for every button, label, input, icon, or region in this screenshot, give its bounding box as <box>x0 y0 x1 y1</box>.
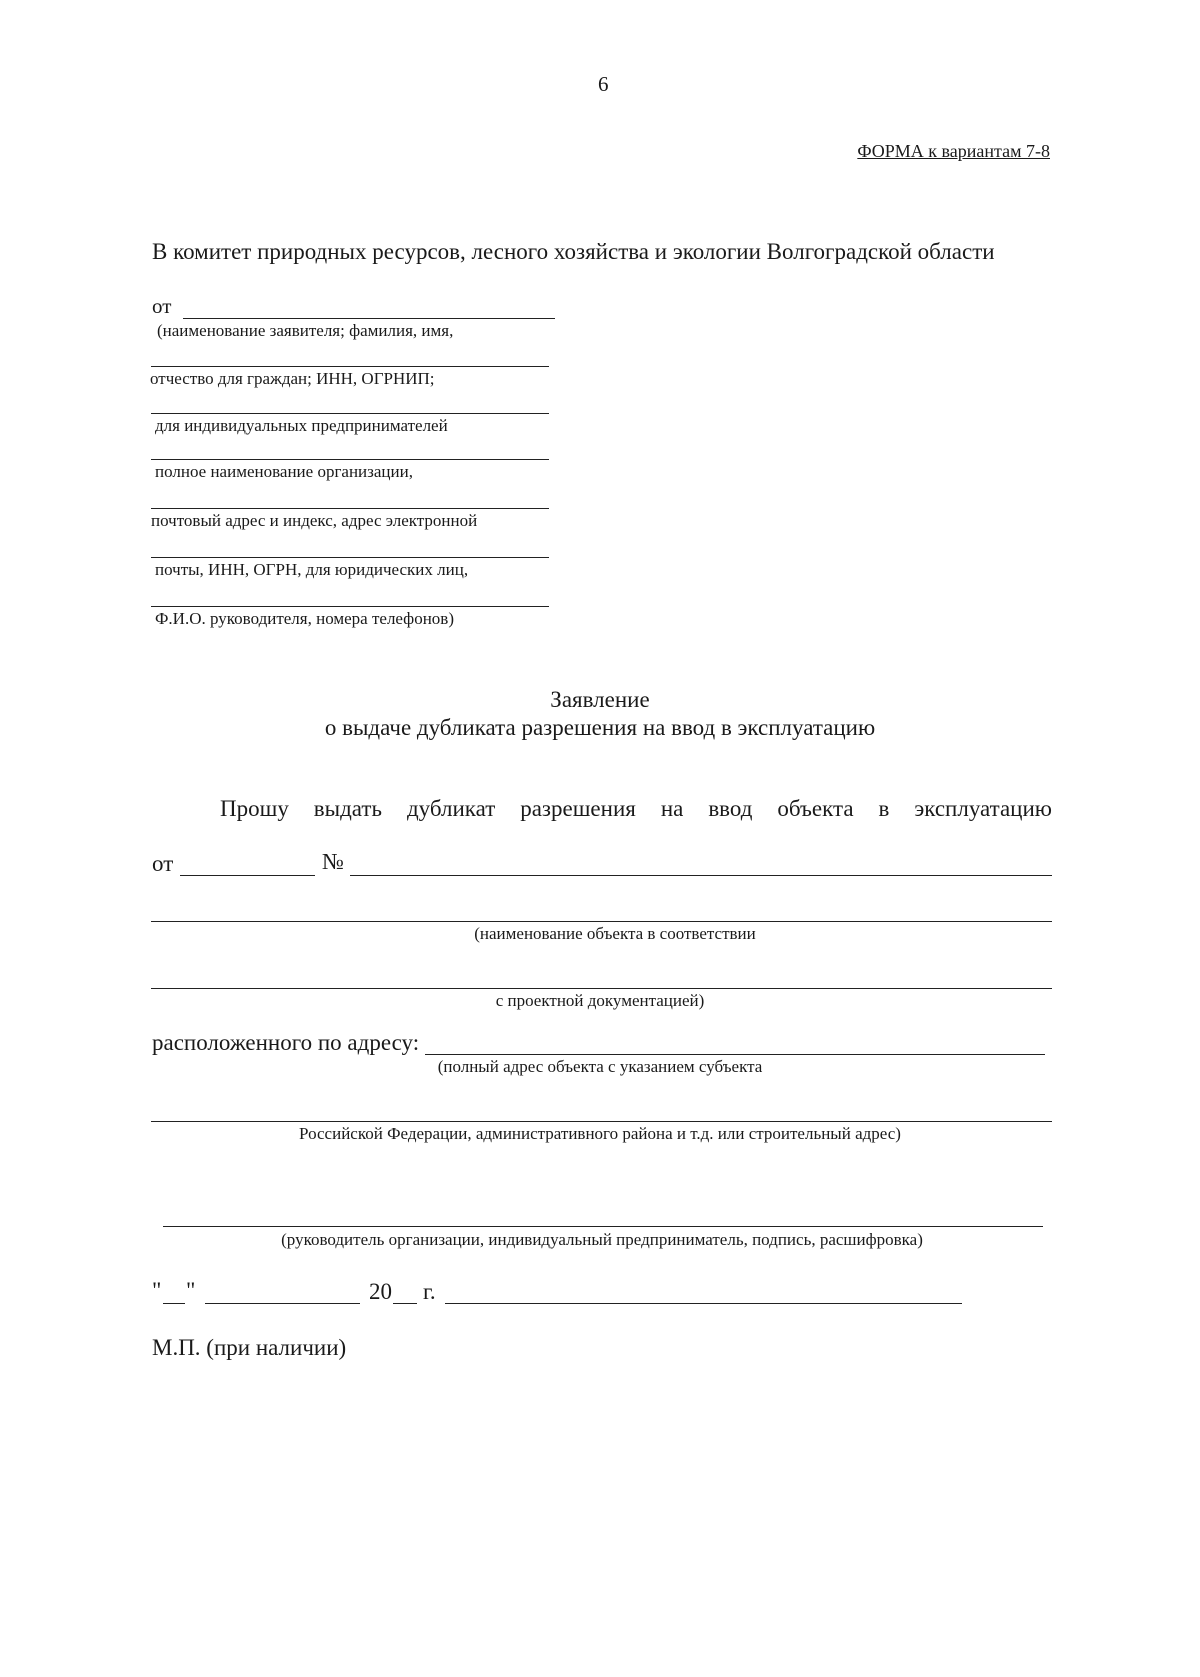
applicant-hint-6: почты, ИНН, ОГРН, для юридических лиц, <box>155 560 469 579</box>
date-quote-close: " <box>186 1278 196 1303</box>
request-word: в <box>878 796 890 821</box>
form-reference: ФОРМА к вариантам 7-8 <box>857 141 1050 161</box>
request-word: дубликат <box>406 796 496 821</box>
applicant-hint-1: (наименование заявителя; фамилия, имя, <box>157 321 454 340</box>
year-suffix: г. <box>423 1279 436 1304</box>
month-field[interactable] <box>205 1303 360 1304</box>
addressee: В комитет природных ресурсов, лесного хозяйства и экологии Волгоградской области <box>152 239 995 264</box>
request-word: ввод <box>708 796 753 821</box>
request-word: эксплуатацию <box>914 796 1052 821</box>
year-field[interactable] <box>393 1303 417 1304</box>
permit-number-field[interactable] <box>350 875 1052 876</box>
applicant-field-line[interactable] <box>151 366 549 367</box>
signature-date-line[interactable] <box>445 1303 962 1304</box>
page-number: 6 <box>598 72 609 96</box>
applicant-field-line[interactable] <box>151 606 549 607</box>
address-field[interactable] <box>425 1054 1045 1055</box>
applicant-field-line[interactable] <box>151 459 549 460</box>
year-prefix: 20 <box>369 1279 392 1304</box>
object-hint-2: с проектной документацией) <box>495 991 705 1010</box>
address-label: расположенного по адресу: <box>152 1030 420 1055</box>
request-word: выдать <box>313 796 382 821</box>
applicant-hint-7: Ф.И.О. руководителя, номера телефонов) <box>155 609 454 628</box>
request-word: Прошу <box>220 796 289 821</box>
date-quote-open: " <box>152 1278 162 1303</box>
document-title: Заявление <box>550 687 650 712</box>
document-subtitle: о выдаче дубликата разрешения на ввод в эксплуатацию <box>324 715 876 740</box>
request-text <box>220 796 1052 822</box>
address-hint-1: (полный адрес объекта с указанием субъекта <box>437 1057 763 1076</box>
object-hint-1: (наименование объекта в соответствии <box>474 924 756 943</box>
applicant-hint-5: почтовый адрес и индекс, адрес электронной <box>151 511 478 530</box>
address-field-line[interactable] <box>151 1121 1052 1122</box>
object-name-field-line[interactable] <box>151 988 1052 989</box>
number-label: № <box>322 849 344 874</box>
object-name-field-line[interactable] <box>151 921 1052 922</box>
day-field[interactable] <box>163 1303 185 1304</box>
applicant-hint-4: полное наименование организации, <box>155 462 413 481</box>
applicant-field-line[interactable] <box>151 557 549 558</box>
request-word: объекта <box>777 796 854 821</box>
applicant-field-line[interactable] <box>151 413 549 414</box>
applicant-field-line[interactable] <box>151 508 549 509</box>
address-hint-2: Российской Федерации, административного района и т.д. или строительный адрес) <box>299 1124 901 1143</box>
applicant-hint-2: отчество для граждан; ИНН, ОГРНИП; <box>150 369 435 388</box>
signature-hint: (руководитель организации, индивидуальный предприниматель, подпись, расшифровка) <box>281 1230 923 1249</box>
stamp-label: М.П. (при наличии) <box>152 1335 347 1360</box>
applicant-hint-3: для индивидуальных предпринимателей <box>155 416 448 435</box>
applicant-field-line[interactable] <box>183 318 555 319</box>
date-from-label: от <box>152 851 174 876</box>
signature-field-line[interactable] <box>163 1226 1043 1227</box>
from-label: от <box>152 294 172 318</box>
request-word: разрешения <box>520 796 636 821</box>
request-word: на <box>660 796 684 821</box>
permit-date-field[interactable] <box>180 875 315 876</box>
